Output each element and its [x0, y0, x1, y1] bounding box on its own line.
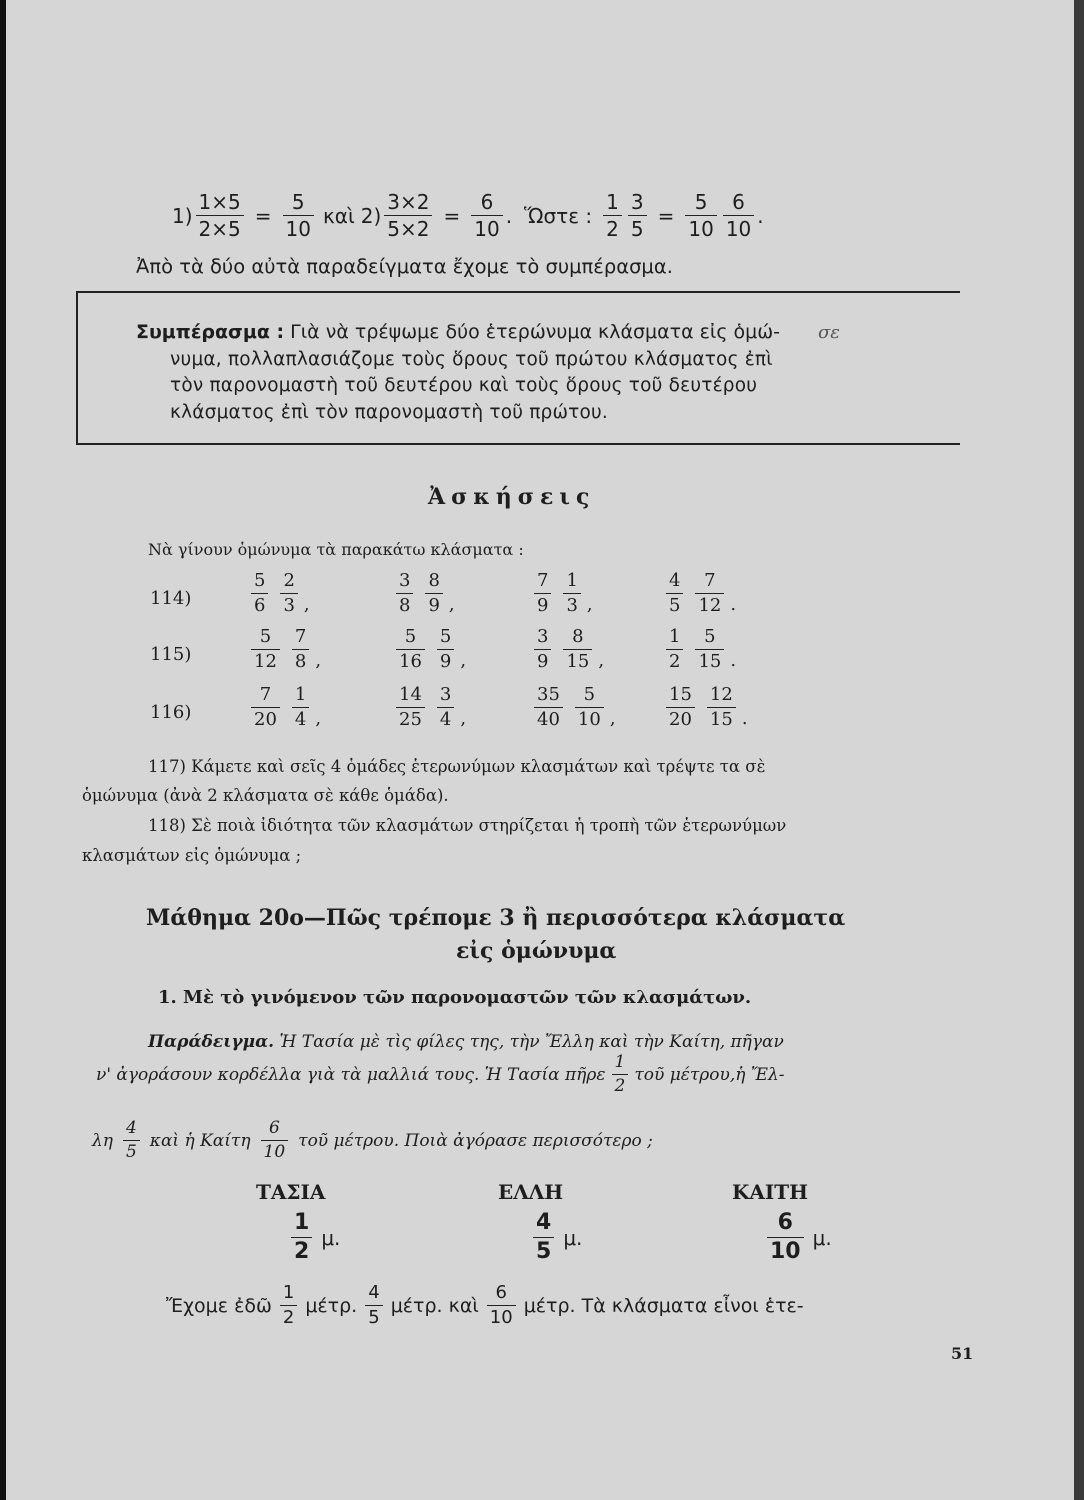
unit-label: μ.: [563, 1225, 583, 1250]
fraction: $\frac{12}{15}$: [707, 686, 736, 729]
fraction: $\frac{5}{15}$: [695, 628, 724, 671]
separator: ,: [598, 650, 605, 671]
separator: .: [730, 650, 737, 671]
separator: .: [741, 708, 748, 729]
separator: ,: [586, 594, 593, 615]
fraction: $\frac{7}{9}$: [534, 572, 551, 615]
example-line-2: ν' ἀγοράσουν κορδέλλα γιὰ τὰ μαλλιά τους. Ἡ Τασία πῆρε $\frac{1}{2}$ τοῦ μέτρου,ἡ Ἔλ-: [96, 1052, 785, 1096]
fraction-pair: [245, 686, 321, 729]
kaiti-fraction: $\frac{6}{10}$: [261, 1120, 289, 1161]
page-number: 51: [951, 1344, 974, 1363]
ribbon-length: [288, 1212, 340, 1263]
fraction-pair: [660, 572, 736, 615]
exercise-number: 116): [150, 702, 192, 723]
example1-result: $\frac{5}{10}$: [283, 192, 314, 239]
length-fraction: $\frac{4}{5}$: [533, 1212, 554, 1263]
fraction-pair: [245, 628, 321, 671]
exercise-117-line-2: ὁμώνυμα (ἀνὰ 2 κλάσματα σὲ κάθε ὁμάδα).: [82, 786, 449, 805]
separator: ,: [315, 708, 322, 729]
exercise-117-line-1: 117) Κάμετε καὶ σεῖς 4 ὁμάδες ἑτερωνύμων κλασμάτων καὶ τρέψτε τα σὲ: [148, 757, 766, 776]
fraction: $\frac{3}{9}$: [534, 628, 551, 671]
fraction: $\frac{5}{16}$: [396, 628, 425, 671]
conclusion-line-3: τὸν παρονομαστὴ τοῦ δευτέρου καὶ τοὺς ὅρους τοῦ δευτέρου: [170, 375, 758, 396]
example1-fraction: $\frac{1\times 5}{2\times 5}$: [196, 192, 244, 239]
example-label: Παράδειγμα.: [148, 1032, 275, 1052]
handwritten-correction: σε: [818, 322, 840, 343]
fraction: $\frac{14}{25}$: [396, 686, 425, 729]
fraction: $\frac{7}{20}$: [251, 686, 280, 729]
so-word: Ὥστε :: [524, 203, 593, 228]
unit-label: μ.: [321, 1225, 341, 1250]
fraction-pair: [528, 572, 593, 615]
separator: ,: [315, 650, 322, 671]
fraction: $\frac{15}{20}$: [666, 686, 695, 729]
page-right-edge: [1074, 0, 1084, 1500]
fraction-pair: [245, 572, 310, 615]
unit-label: μ.: [812, 1225, 832, 1250]
fraction: $\frac{5}{6}$: [251, 572, 268, 615]
exercise-118-line-2: κλασμάτων εἰς ὁμώνυμα ;: [82, 846, 302, 865]
fraction: $\frac{35}{40}$: [534, 686, 563, 729]
fraction: $\frac{5}{12}$: [251, 628, 280, 671]
fraction: $\frac{7}{12}$: [695, 572, 724, 615]
exercises-intro: Νὰ γίνουν ὁμώνυμα τὰ παρακάτω κλάσματα :: [148, 540, 524, 559]
fraction: $\frac{1}{4}$: [292, 686, 309, 729]
elli-fraction: $\frac{4}{5}$: [123, 1120, 140, 1161]
exercise-number: 115): [150, 644, 192, 665]
exercise-number: 114): [150, 588, 192, 609]
summary-fraction-2: $\frac{3}{5}$: [628, 192, 647, 239]
and-word: καὶ: [322, 203, 355, 228]
example1-label: 1): [172, 203, 193, 228]
conclusion-line-4: κλάσματος ἐπὶ τὸν παρονομαστὴ τοῦ πρώτου.: [170, 402, 609, 423]
person-name: ΚΑΙΤΗ: [732, 1180, 809, 1204]
fraction: $\frac{1}{3}$: [563, 572, 580, 615]
final-line: Ἔχομε ἐδῶ $\frac{1}{2}$ μέτρ. $\frac{4}{5}$ μέτρ. καὶ $\frac{6}{10}$ μέτρ. Τὰ κλάσματα εἶνοι ἑτε-: [166, 1282, 804, 1328]
summary-fraction-3: $\frac{5}{10}$: [685, 192, 716, 239]
conclusion-label: Συμπέρασμα :: [136, 321, 285, 343]
exercise-118-line-1: 118) Σὲ ποιὰ ἰδιότητα τῶν κλασμάτων στηρίζεται ἡ τροπὴ τῶν ἑτερωνύμων: [148, 816, 787, 835]
fraction: $\frac{4}{5}$: [666, 572, 683, 615]
final-fraction-1: $\frac{1}{2}$: [280, 1284, 297, 1327]
fraction: $\frac{2}{3}$: [280, 572, 297, 615]
fraction-pair: [390, 628, 466, 671]
ribbon-length: [764, 1212, 832, 1263]
length-fraction: $\frac{6}{10}$: [767, 1212, 804, 1263]
final-fraction-2: $\frac{4}{5}$: [365, 1284, 382, 1327]
separator: ,: [303, 594, 310, 615]
separator: ,: [609, 708, 616, 729]
person-name: ΤΑΣΙΑ: [256, 1180, 326, 1204]
ribbon-length: [530, 1212, 582, 1263]
fraction: $\frac{7}{8}$: [292, 628, 309, 671]
example2-result: $\frac{6}{10}$: [471, 192, 502, 239]
person-name: ΕΛΛΗ: [498, 1180, 564, 1204]
exercises-heading: Ἀσκήσεις: [428, 484, 596, 510]
summary-fraction-1: $\frac{1}{2}$: [603, 192, 622, 239]
fraction: $\frac{8}{9}$: [425, 572, 442, 615]
conclusion-line-1: [136, 321, 780, 343]
example-line-3: λη $\frac{4}{5}$ καὶ ἡ Καίτη $\frac{6}{10}$ τοῦ μέτρου. Ποιὰ ἀγόρασε περισσότερο ;: [92, 1118, 653, 1162]
fraction: $\frac{3}{8}$: [396, 572, 413, 615]
conclusion-line-2: νυμα, πολλαπλασιάζομε τοὺς ὅρους τοῦ πρώτου κλάσματος ἐπὶ: [170, 349, 773, 370]
length-fraction: $\frac{1}{2}$: [291, 1212, 312, 1263]
separator: .: [730, 594, 737, 615]
subsection-heading: 1. Μὲ τὸ γινόμενον τῶν παρονομαστῶν τῶν κλασμάτων.: [158, 987, 752, 1008]
example-line-1: Παράδειγμα. Ἡ Τασία μὲ τὶς φίλες της, τὴν Ἔλλη καὶ τὴν Καίτη, πῆγαν: [148, 1032, 784, 1052]
fraction-pair: [660, 686, 748, 729]
final-fraction-3: $\frac{6}{10}$: [487, 1284, 516, 1327]
fraction: $\frac{8}{15}$: [563, 628, 592, 671]
conclusion-line-1-text: Γιὰ νὰ τρέψωμε δύο ἑτερώνυμα κλάσματα εἰς ὁμώ-: [290, 321, 781, 343]
fraction: $\frac{1}{2}$: [666, 628, 683, 671]
tasia-fraction: $\frac{1}{2}$: [612, 1054, 629, 1095]
fraction-pair: [390, 686, 466, 729]
fraction: $\frac{3}{4}$: [437, 686, 454, 729]
separator: ,: [460, 650, 467, 671]
lesson-title-line-2: εἰς ὁμώνυμα: [456, 938, 617, 964]
page-left-edge: [0, 0, 6, 1500]
fraction: $\frac{5}{9}$: [437, 628, 454, 671]
fraction-pair: [660, 628, 736, 671]
fraction: $\frac{5}{10}$: [575, 686, 604, 729]
fraction-pair: [528, 628, 604, 671]
example2-label: 2): [360, 203, 382, 228]
lesson-title-line-1: Μάθημα 20ο—Πῶς τρέπομε 3 ἢ περισσότερα κλάσματα: [146, 905, 846, 931]
intro-sentence: Ἀπὸ τὰ δύο αὐτὰ παραδείγματα ἔχομε τὸ συμπέρασμα.: [136, 255, 673, 278]
separator: ,: [448, 594, 455, 615]
fraction-pair: [528, 686, 616, 729]
separator: ,: [460, 708, 467, 729]
summary-fraction-4: $\frac{6}{10}$: [723, 192, 754, 239]
examples-line: 1) $\frac{1\times 5}{2\times 5}$ = $\frac{5}{10}$ καὶ 2) $\frac{3\times 2}{5\times 2}$ = $\frac{6}{10}$ . Ὥστε : $\frac{1}{2}$ $\frac{3}{5}$ = $\frac{5}{10}$ $\frac{6}{10}$ .: [172, 190, 764, 241]
example2-fraction: $\frac{3\times 2}{5\times 2}$: [384, 192, 432, 239]
fraction-pair: [390, 572, 455, 615]
